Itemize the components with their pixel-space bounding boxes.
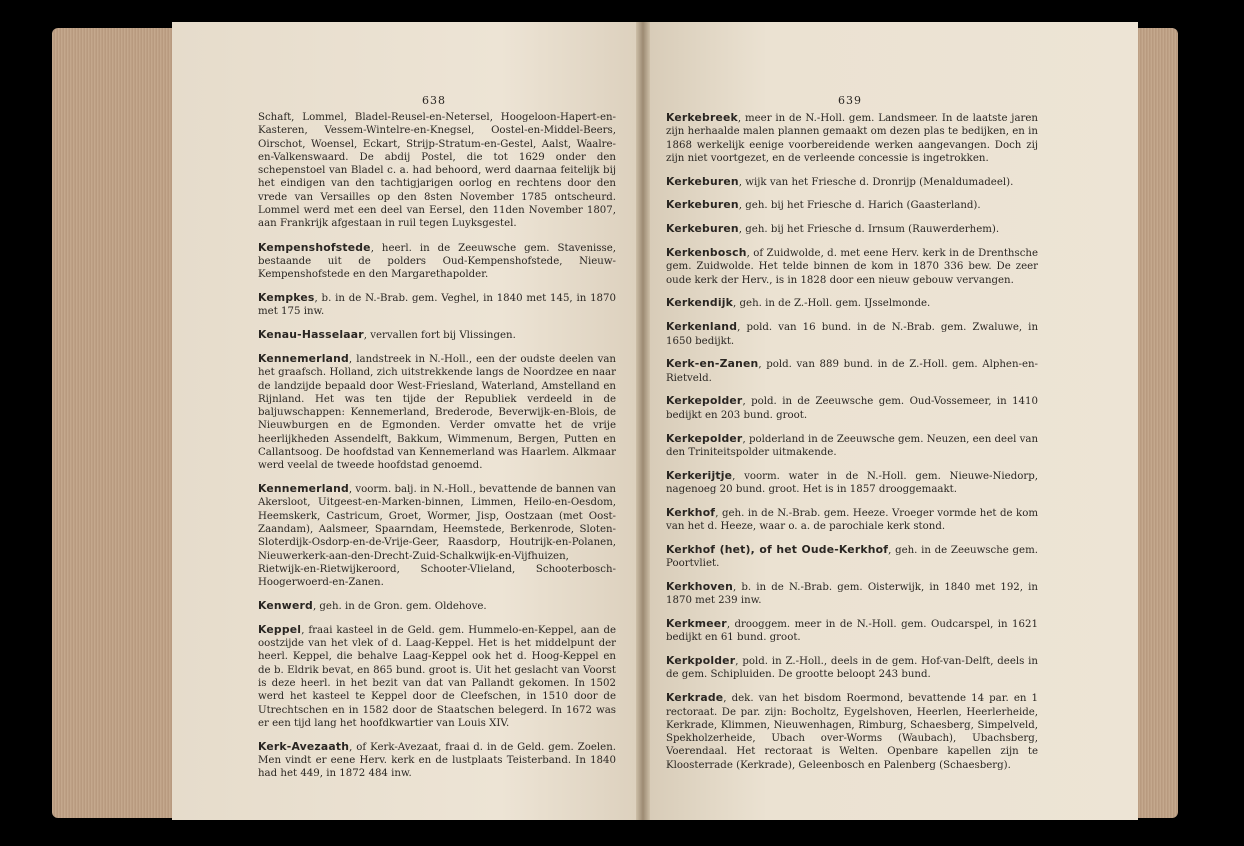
entry-text: , wijk van het Friesche d. Dronrijp (Menaldumadeel). [738,176,1014,188]
right-text-column [666,111,1038,781]
entry-text: , geh. bij het Friesche d. Harich (Gaasterland). [738,200,981,212]
entry [666,432,1038,460]
entry-headword: Kerkerijtje [666,468,733,482]
entry [258,291,616,319]
entry [666,691,1038,772]
entry-text: , fraai kasteel in de Geld. gem. Hummelo-en-Keppel, aan de oostzijde van het vlek of d. Laag-Keppel. Het is het middelpunt der heerl. Keppel, die behalve Laag-Keppel ook het d. Hoog-Keppel en de b. Eldrik bevat, en 865 bund. groot is. Uit het geslacht van Voorst is deze heerl. in het bezit van dat van Pallandt gekomen. In 1502 werd het kasteel te Keppel door de Cleefschen, in 1510 door de Utrechtschen en in 1582 door de Staatschen belegerd. In 1672 was er een tijd lang het hoofdkwartier van Louis XIV. [258,624,616,729]
entry-text: , of Kerk-Avezaat, fraai d. in de Geld. gem. Zoelen. Men vindt er eene Herv. kerk en de lustplaats Teisterband. In 1840 had het 449, in 1872 484 inw. [258,741,616,780]
entry-text: , pold. van 889 bund. in de Z.-Holl. gem. Alphen-en-Rietveld. [666,359,1038,384]
entry [258,599,616,613]
entry [666,394,1038,422]
entry-text: , dek. van het bisdom Roermond, bevattende 14 par. en 1 rectoraat. De par. zijn: Bocholtz, Eygelshoven, Heerlen, Heerlerheide, Kerkrade, Klimmen, Nieuwenhagen, Rimburg, Schaesberg, Simpelveld, Spekholzerheide, Ubach over-Worms (Waubach), Ubachsberg, Voerendaal. Het rectoraat is Welten. Openbare kapellen zijn te Kloosterrade (Kerkrade), Geleenbosch en Palenberg (Schaesberg). [666,693,1038,771]
entry-continued [258,111,616,231]
entry-headword: Kerkhof (het), of het Oude-Kerkhof [666,542,889,556]
entry [258,241,616,282]
entry-text: , pold. in Z.-Holl., deels in de gem. Hof-van-Delft, deels in de gem. Schipluiden. De grootte beloopt 243 bund. [666,656,1038,681]
right-page [644,22,1138,820]
entry-headword: Kerkeburen [666,222,739,236]
entry-text: , geh. in de N.-Brab. gem. Heeze. Vroeger vormde het de kom van het d. Heeze, waar o. a. de parochiale kerk stond. [666,507,1038,533]
entry-headword: Kerk-en-Zanen [666,357,759,371]
entry-text: , drooggem. meer in de N.-Holl. gem. Oudcarspel, in 1621 bedijkt en 61 bund. groot. [666,619,1038,644]
left-page-edges [52,28,182,818]
entry-headword: Kempkes [258,291,315,305]
entry-headword: Kerkepolder [666,431,743,445]
entry-text: , heerl. in de Zeeuwsche gem. Stavenisse, bestaande uit de polders Oud-Kempenshofstede, Nieuw-Kempenshofstede en den Margarethapolder. [258,242,616,281]
book-gutter [636,22,650,820]
entry-text: , pold. in de Zeeuwsche gem. Oud-Vossemeer, in 1410 bedijkt en 203 bund. groot. [666,396,1038,421]
entry [258,328,616,342]
entry-headword: Kennemerland [258,482,349,496]
entry-text: , polderland in de Zeeuwsche gem. Neuzen, een deel van den Triniteitspolder uitmakende. [666,433,1038,458]
entry-text: , landstreek in N.-Holl., een der oudste deelen van het graafsch. Holland, zich uitstrekkende langs de Noordzee en naar de landzijde bepaald door West-Friesland, Waterland, Amstelland en Rijnland. Het was ten tijde der Republiek verdeeld in de baljuwschappen: Kennemerland, Brederode, Beverwijk-en-Blois, de Nieuwburgen en de Egmonden. Verder omvatte het de vrije heerlijkheden Assendelft, Bakkum, Wimmenum, Bergen, Putten en Callantsoog. De hoofdstad van Kennemerland was Haarlem. Alkmaar werd veelal de tweede hoofdstad genoemd. [258,353,616,472]
page-number-right: 639 [838,94,862,107]
entry [666,296,1038,310]
entry-headword: Kerkeburen [666,174,739,188]
entry [666,198,1038,212]
left-text-column [258,111,616,790]
entry [666,617,1038,645]
entry-headword: Kerkebreek [666,111,738,124]
entry-headword: Keppel [258,622,302,636]
entry-headword: Kerkenbosch [666,246,747,260]
entry [666,320,1038,348]
entry-text: , of Zuidwolde, d. met eene Herv. kerk in de Drenthsche gem. Zuidwolde. Het telde binnen de kom in 1870 336 bew. De zeer oude kerk der Herv., is in 1828 door een nieuw gebouw vervangen. [666,248,1038,286]
entry-headword: Kerkmeer [666,617,727,631]
entry-headword: Kennemerland [258,351,349,365]
entry-text: , geh. bij het Friesche d. Irnsum (Rauwerderhem). [738,224,1000,236]
entry-headword: Kenau-Hasselaar [258,328,364,342]
entry-headword: Kerkendijk [666,296,734,310]
entry [666,654,1038,682]
left-page [172,22,642,820]
entry-text: Schaft, Lommel, Bladel-Reusel-en-Netersel, Hoogeloon-Hapert-en-Kasteren, Vessem-Wintelre-en-Knegsel, Oostel-en-Middel-Beers, Oirschot, Woensel, Eckart, Strijp-Stratum-en-Gestel, Aalst, Waalre-en-Valkenswaard. De abdij Postel, die tot 1629 onder den schepenstoel van Bladel c. a. had behoord, werd daarnaa feitelijk bij het eindigen van den tachtigjarigen oorlog en rechtens door den vrede van Versailles op den 8sten November 1785 ontscheurd. Lommel werd met een deel van Eersel, den 11den November 1807, aan Frankrijk afgestaan in ruil tegen Luyksgestel. [258,112,616,230]
entry [258,482,616,589]
entry-headword: Kenwerd [258,599,313,612]
entry-text: , vervallen fort bij Vlissingen. [363,330,516,342]
entry-text: , pold. van 16 bund. in de N.-Brab. gem. Zwaluwe, in 1650 bedijkt. [666,322,1038,347]
entry [258,623,616,730]
entry [666,357,1038,385]
entry [666,222,1038,236]
entry [666,175,1038,189]
entry-headword: Kerkpolder [666,654,736,668]
entry-text: , geh. in de Z.-Holl. gem. IJsselmonde. [733,298,931,310]
entry-headword: Kerk-Avezaath [258,739,350,753]
entry-text: , b. in de N.-Brab. gem. Veghel, in 1840 met 145, in 1870 met 175 inw. [258,293,616,318]
entry [666,469,1038,497]
entry-text: , voorm. balj. in N.-Holl., bevattende de bannen van Akersloot, Uitgeest-en-Marken-binnen, Limmen, Heilo-en-Oesdom, Heemskerk, Castricum, Groet, Wormer, Jisp, Oostzaan (met Oost-Zaandam), Aalsmeer, Spaarndam, Heemstede, Berkenrode, Sloten-Sloterdijk-Osdorp-en-de-Vrije-Geer, Raasdorp, Houtrijk-en-Polanen, Nieuwerkerk-aan-den-Drecht-Zuid-Schalkwijk-en-Vijfhuizen, Rietwijk-en-Rietwijkeroord, Schooter-Vlieland, Schooterbosch-Hoogerwoerd-en-Zanen. [258,484,616,589]
entry-headword: Kerkhoven [666,579,733,593]
entry-text: , geh. in de Gron. gem. Oldehove. [312,601,487,612]
entry-headword: Kerkhof [666,505,716,519]
entry-text: , b. in de N.-Brab. gem. Oisterwijk, in 1840 met 192, in 1870 met 239 inw. [666,581,1038,607]
entry-text: , meer in de N.-Holl. gem. Landsmeer. In de laatste jaren zijn herhaalde malen plannen gemaakt om dezen plas te bedijken, en in 1868 werkelijk eenige voorbereidende werken aangevangen. Doch zij zijn niet voortgezet, en de verleende concessie is ingetrokken. [666,113,1038,164]
entry [666,543,1038,571]
entry-text: , voorm. water in de N.-Holl. gem. Nieuwe-Niedorp, nagenoeg 20 bund. groot. Het is in 1857 drooggemaakt. [666,470,1038,495]
entry [666,506,1038,534]
entry [666,246,1038,287]
entry [666,580,1038,608]
entry [258,352,616,473]
entry [666,111,1038,165]
entry-headword: Kerkrade [666,691,724,705]
entry-headword: Kerkepolder [666,394,743,408]
entry-headword: Kempenshofstede [258,240,371,254]
page-number-left: 638 [422,94,446,107]
entry [258,740,616,781]
entry-text: , geh. in de Zeeuwsche gem. Poortvliet. [666,544,1038,570]
entry-headword: Kerkeburen [666,198,739,212]
entry-headword: Kerkenland [666,320,738,334]
